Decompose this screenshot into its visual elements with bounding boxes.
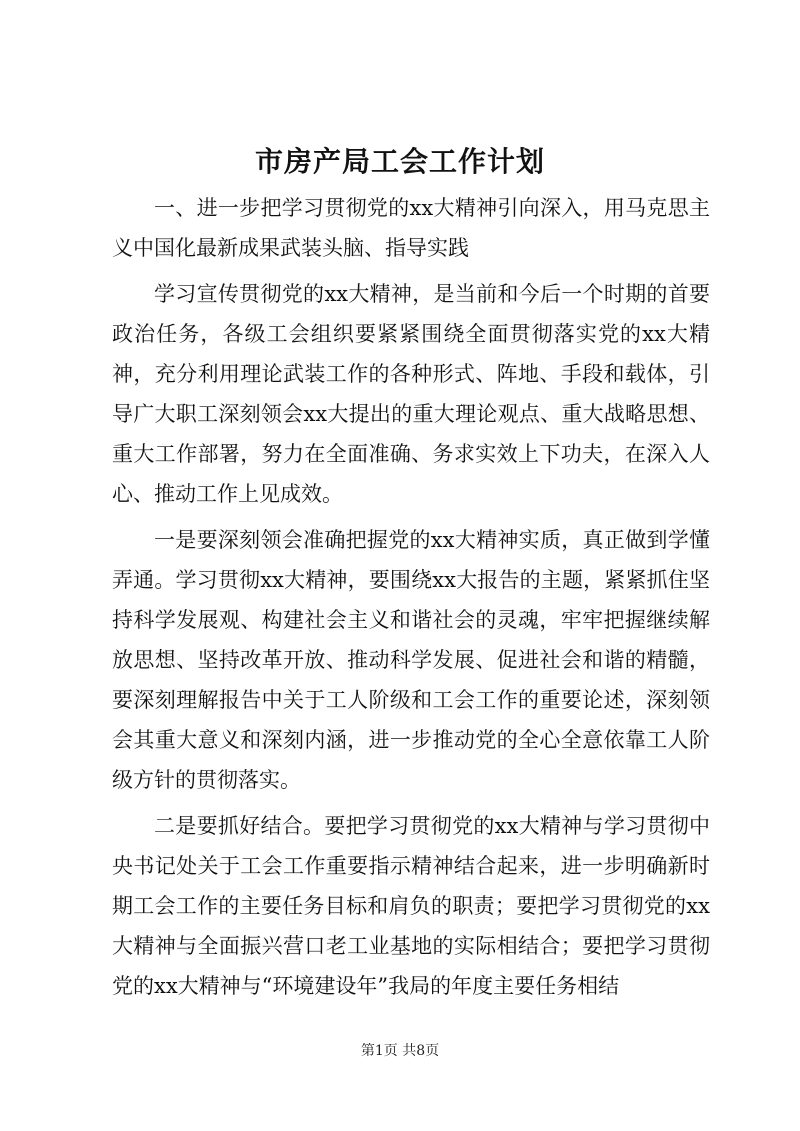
page-number: 第1页 共8页 [360, 1043, 440, 1059]
document-title: 市房产局工会工作计划 [254, 145, 545, 178]
body-paragraph: 学习宣传贯彻党的xx大精神，是当前和今后一个时期的首要政治任务，各级工会组织要紧紧围绕全面贯彻落实党的xx大精神，充分利用理论武装工作的各种形式、阵地、手段和载体，引导广大职工深刻领会xx大提出的重大理论观点、重大战略思想、重大工作部署，努力在全面准确、务求实效上下功夫，在深入人心、推动工作上见成效。 [112, 282, 710, 506]
section-heading-paragraph: 一、进一步把学习贯彻党的xx大精神引向深入，用马克思主义中国化最新成果武装头脑、指导实践 [112, 196, 710, 260]
document-body [112, 188, 710, 1006]
page-footer [0, 1040, 800, 1060]
body-paragraph: 二是要抓好结合。要把学习贯彻党的xx大精神与学习贯彻中央书记处关于工会工作重要指示精神结合起来，进一步明确新时期工会工作的主要任务目标和肩负的职责；要把学习贯彻党的xx大精神与全面振兴营口老工业基地的实际相结合；要把学习贯彻党的xx大精神与“环境建设年”我局的年度主要任务相结 [112, 814, 710, 998]
body-paragraph: 一是要深刻领会准确把握党的xx大精神实质，真正做到学懂弄通。学习贯彻xx大精神，要围绕xx大报告的主题，紧紧抓住坚持科学发展观、构建社会主义和谐社会的灵魂，牢牢把握继续解放思想、坚持改革开放、推动科学发展、促进社会和谐的精髓，要深刻理解报告中关于工人阶级和工会工作的重要论述，深刻领会其重大意义和深刻内涵，进一步推动党的全心全意依靠工人阶级方针的贯彻落实。 [112, 528, 710, 792]
